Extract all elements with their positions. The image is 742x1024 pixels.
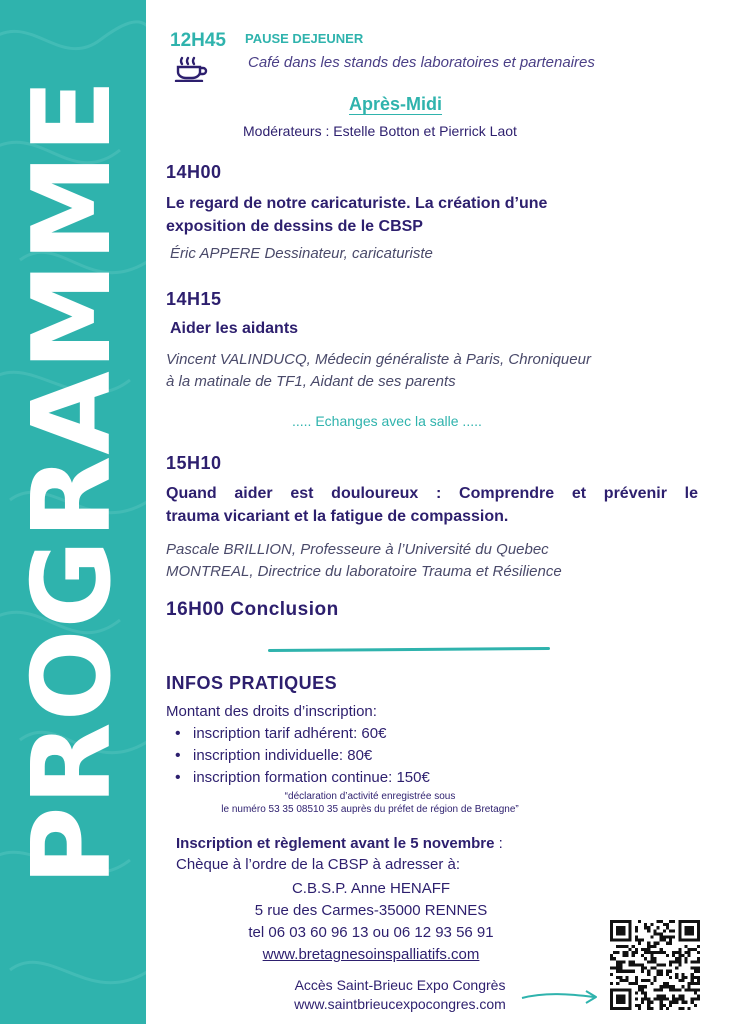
sidebar-band: [0, 0, 146, 1024]
session-time: 14H15: [166, 289, 222, 309]
session-speaker: [166, 349, 591, 393]
session-speaker-line: à la matinale de TF1, Aidant de ses parents: [166, 373, 456, 390]
list-item: • inscription individuelle: 80€: [173, 745, 430, 767]
divider: [268, 647, 550, 652]
session-title: [166, 192, 547, 238]
address-line: 5 rue des Carmes-35000 RENNES: [254, 902, 488, 919]
deadline-bold: Inscription et règlement avant le 5 novembre: [176, 835, 495, 852]
pause-title: PAUSE DEJEUNER: [245, 31, 364, 46]
declaration-note: [170, 790, 570, 816]
session-title: [166, 482, 698, 528]
access-url[interactable]: www.saintbrieucexpocongres.com: [294, 996, 506, 1012]
address-line: tel 06 03 60 96 13 ou 06 12 93 56 91: [248, 924, 494, 941]
list-item: • inscription formation continue: 150€: [173, 767, 430, 789]
pause-description: Café dans les stands des laboratoires et partenaires: [248, 54, 595, 71]
session-speaker: [166, 539, 562, 583]
website-link[interactable]: www.bretagnesoinspalliatifs.com: [262, 946, 480, 963]
session-title: Aider les aidants: [170, 320, 299, 337]
session-time: 15H10: [166, 453, 222, 473]
declaration-line: “déclaration d’activité enregistrée sous: [284, 791, 456, 802]
session-title-line: exposition de dessins de le CBSP: [166, 218, 423, 235]
afternoon-heading: Après-Midi: [349, 94, 443, 114]
arrow-right-icon: [520, 984, 602, 1008]
deadline-rest: :: [494, 835, 503, 852]
infos-title: INFOS PRATIQUES: [166, 673, 338, 693]
address-line: C.B.S.P. Anne HENAFF: [291, 880, 451, 897]
session-title-line: Le regard de notre caricaturiste. La création d’une: [166, 195, 548, 212]
postal-address: [176, 878, 566, 966]
session-speaker-line: MONTREAL, Directrice du laboratoire Trauma et Résilience: [166, 563, 562, 580]
list-item: • inscription tarif adhérent: 60€: [173, 723, 430, 745]
coffee-cup-icon: [174, 56, 208, 82]
fees-list: [173, 723, 430, 789]
cheque-note: Chèque à l’ordre de la CBSP à adresser à:: [176, 856, 461, 873]
session-speaker-line: Pascale BRILLION, Professeure à l’Université du Quebec: [166, 541, 549, 558]
conclusion: 16H00 Conclusion: [166, 599, 339, 620]
programme-title: PROGRAMME: [10, 78, 135, 886]
moderators: Modérateurs : Estelle Botton et Pierrick Laot: [243, 123, 517, 139]
session-title-line: Quand aider est douloureux : Comprendre et prévenir le: [166, 485, 698, 502]
fees-intro: Montant des droits d’inscription:: [166, 703, 377, 720]
qr-code-icon[interactable]: [610, 920, 700, 1010]
session-speaker: Éric APPERE Dessinateur, caricaturiste: [170, 245, 433, 262]
session-title-line: trauma vicariant et la fatigue de compassion.: [166, 508, 509, 525]
pause-time: 12H45: [170, 30, 226, 51]
deadline: [176, 835, 503, 852]
session-time: 14H00: [166, 162, 222, 182]
access-label: Accès Saint-Brieuc Expo Congrès: [294, 977, 506, 993]
declaration-line: le numéro 53 35 08510 35 auprès du préfet de région de Bretagne”: [221, 804, 519, 815]
access-info: [250, 976, 550, 1014]
exchange-note: ..... Echanges avec la salle .....: [292, 413, 482, 429]
session-speaker-line: Vincent VALINDUCQ, Médecin généraliste à Paris, Chroniqueur: [166, 351, 591, 368]
